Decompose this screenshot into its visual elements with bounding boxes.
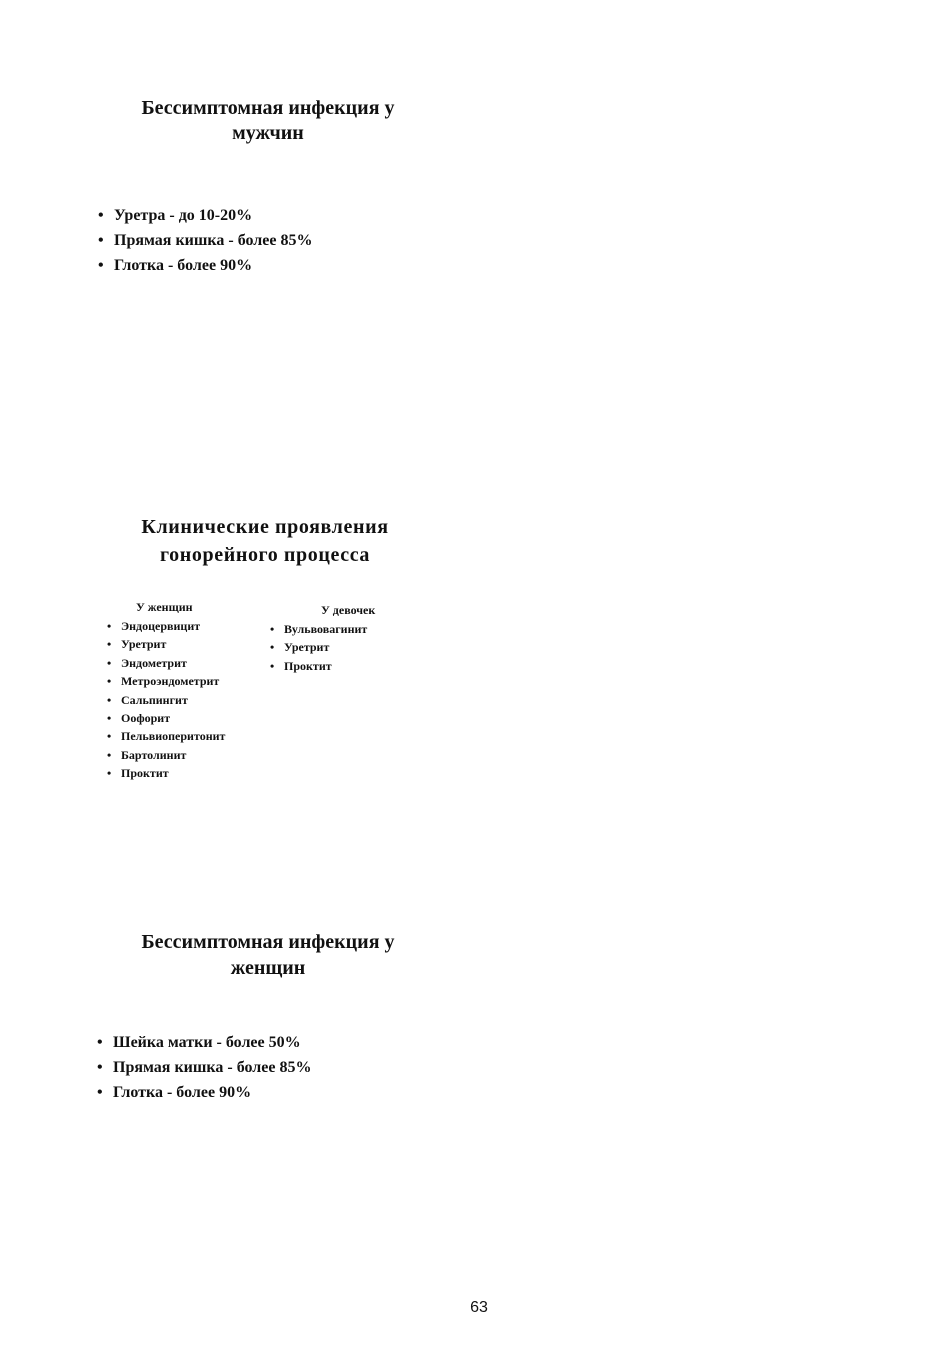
- title-line: Клинические проявления: [141, 516, 389, 538]
- list-item: • Метроэндометрит: [107, 672, 225, 690]
- list-item: • Оофорит: [107, 709, 225, 727]
- slide-title-clinical: [115, 513, 415, 569]
- list-item: • Прямая кишка - более 85%: [97, 1055, 311, 1080]
- title-line: женщин: [230, 957, 306, 979]
- women-manifestations-list: [107, 617, 225, 783]
- title-line: Бессимптомная инфекция у: [141, 97, 395, 119]
- list-item: • Уретрит: [270, 638, 367, 656]
- list-item: • Эндоцервицит: [107, 617, 225, 635]
- asymptomatic-women-list: [97, 1030, 311, 1105]
- title-line: Бессимптомная инфекция у: [141, 931, 395, 953]
- girls-manifestations-list: [270, 620, 367, 675]
- list-item: • Глотка - более 90%: [98, 253, 312, 278]
- page-number: 63: [470, 1299, 488, 1316]
- women-column-heading: У женщин: [136, 600, 193, 614]
- asymptomatic-men-list: [98, 203, 312, 278]
- list-item: • Проктит: [107, 764, 225, 782]
- list-item: • Глотка - более 90%: [97, 1080, 311, 1105]
- list-item: • Эндометрит: [107, 654, 225, 672]
- list-item: • Вульвовагинит: [270, 620, 367, 638]
- girls-column-heading: У девочек: [321, 603, 376, 617]
- list-item: • Бартолинит: [107, 746, 225, 764]
- slide-title-men: [120, 96, 416, 146]
- list-item: • Прямая кишка - более 85%: [98, 228, 312, 253]
- list-item: • Уретрит: [107, 635, 225, 653]
- list-item: • Уретра - до 10-20%: [98, 203, 312, 228]
- list-item: • Пельвиоперитонит: [107, 727, 225, 745]
- list-item: • Сальпингит: [107, 691, 225, 709]
- title-line: мужчин: [232, 122, 304, 144]
- list-item: • Проктит: [270, 657, 367, 675]
- title-line: гонорейного процесса: [159, 544, 371, 566]
- slide-title-women: [120, 929, 416, 981]
- list-item: • Шейка матки - более 50%: [97, 1030, 311, 1055]
